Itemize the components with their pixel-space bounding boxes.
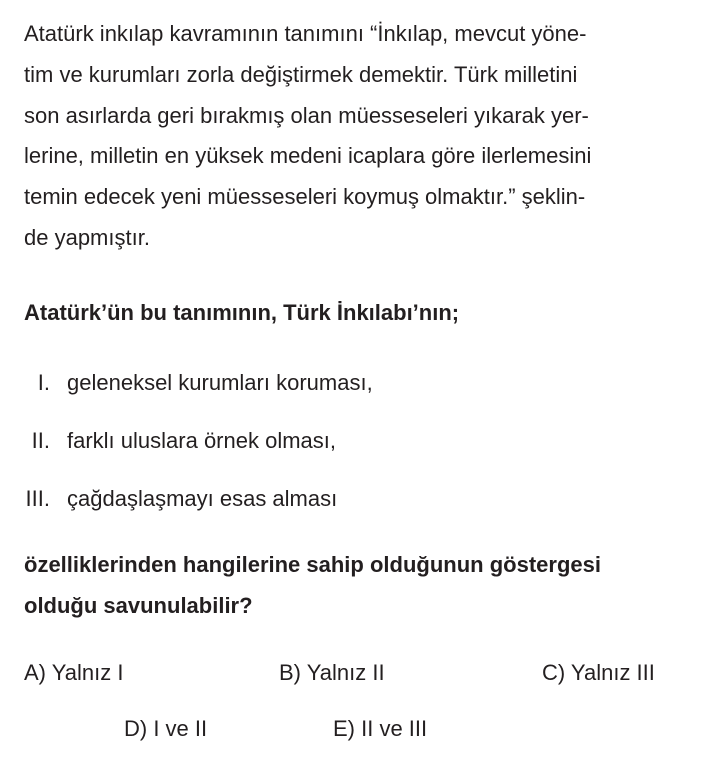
passage-line: tim ve kurumları zorla değiştirmek demektir. Türk milletini [24, 61, 578, 87]
passage-line: temin edecek yeni müesseseleri koymuş olmaktır.” şeklin- [24, 184, 586, 210]
question-prompt-line: olduğu savunulabilir? [24, 592, 253, 618]
statement-numeral: III. [25, 486, 50, 511]
passage-line: de yapmıştır. [24, 224, 150, 250]
question-prompt-line: özelliklerinden hangilerine sahip olduğunun göstergesi [24, 552, 601, 577]
answer-option-a[interactable]: A) Yalnız I [24, 660, 124, 685]
statement-numeral: II. [31, 428, 50, 453]
passage-line: lerine, milletin en yüksek medeni icaplara göre ilerlemesini [24, 143, 592, 169]
statement-text: farklı uluslara örnek olması, [67, 428, 336, 453]
statement-numeral: I. [37, 370, 50, 395]
question-prompt [24, 545, 601, 627]
statement-text: geleneksel kurumları koruması, [67, 370, 373, 395]
answer-option-d[interactable]: D) I ve II [124, 716, 208, 741]
question-lead: Atatürk’ün bu tanımının, Türk İnkılabı’nın; [24, 300, 460, 325]
statement-text: çağdaşlaşmayı esas alması [67, 486, 338, 511]
passage-line: son asırlarda geri bırakmış olan müesseseleri yıkarak yer- [24, 102, 589, 128]
passage-line: Atatürk inkılap kavramının tanımını “İnkılap, mevcut yöne- [24, 21, 587, 46]
answer-option-b[interactable]: B) Yalnız II [279, 660, 385, 685]
answer-option-e[interactable]: E) II ve III [333, 716, 428, 741]
answer-option-c[interactable]: C) Yalnız III [542, 660, 655, 685]
passage-text [24, 14, 674, 259]
